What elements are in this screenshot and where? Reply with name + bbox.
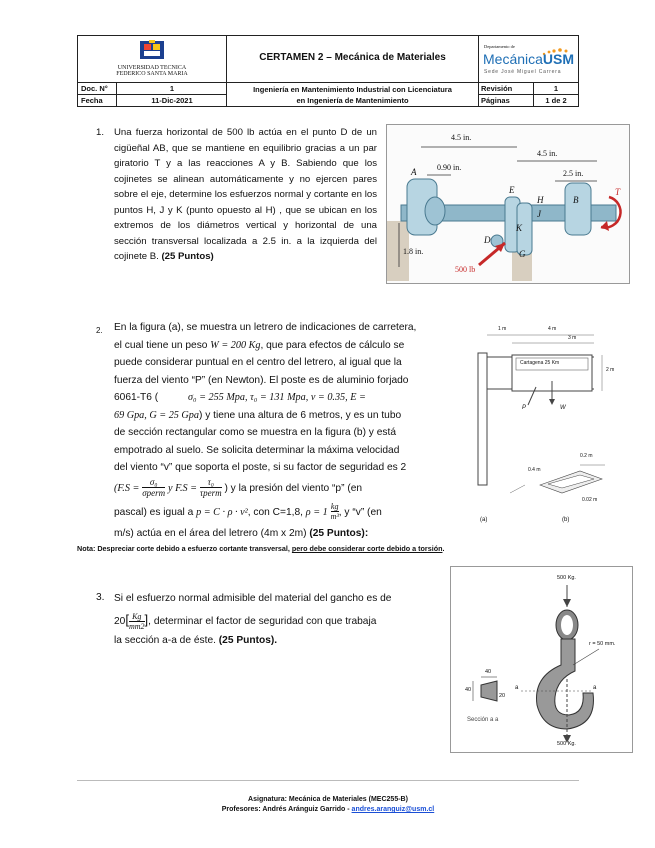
label-b-fig: (b) — [562, 517, 570, 523]
sec-dim1: 40 — [485, 669, 492, 675]
problem1-figure — [386, 124, 630, 284]
load-top: 500 Kg. — [557, 575, 576, 581]
label-a-fig: (a) — [480, 517, 488, 523]
dim-top-a: 1 m — [498, 326, 507, 332]
dim-top-b: 4 m — [548, 326, 557, 332]
problem3-figure — [450, 566, 633, 753]
sec-dim2: 40 — [465, 687, 472, 693]
header-table — [77, 35, 579, 107]
department-logo — [480, 42, 578, 80]
label-k: K — [516, 223, 523, 233]
paginas-label: Páginas — [481, 96, 510, 105]
weight-eq: W = 200 Kg — [210, 339, 261, 351]
dim-right: 2 m — [606, 367, 615, 373]
footer — [77, 795, 579, 815]
dept-brand-usm: USM — [542, 51, 575, 67]
label-g: G — [519, 249, 526, 259]
label-e: E — [509, 185, 515, 195]
university-logo — [138, 40, 166, 62]
problem2-figure — [470, 325, 620, 530]
aa-b: a — [593, 685, 597, 691]
dept-small-label: Departamento de — [484, 44, 515, 49]
label-d: D — [484, 235, 491, 245]
dim-b: 4.5 in. — [537, 149, 558, 158]
problem3-points: (25 Puntos). — [218, 635, 278, 646]
footer-rule — [77, 780, 579, 781]
problem2-points: (25 Puntos): — [309, 527, 369, 539]
section-label: Sección a a — [467, 717, 499, 723]
problem3-text: Si el esfuerzo normal admisible del material del gancho es de 20[ $\frac{Kg}{mm2}$ ], determinar el factor de seguridad con que trabaja la sección a-a de éste. (25 Puntos). — [114, 593, 392, 646]
footer-email-link[interactable]: andres.aranguiz@usm.cl — [351, 806, 435, 813]
radius-label: r = 50 mm. — [589, 641, 616, 647]
dept-dots-icon — [540, 43, 570, 51]
dim-b1: 0.2 m — [580, 453, 593, 459]
note: Nota: Despreciar corte debido a esfuerzo cortante transversal, pero debe considerar corte debido a torsión. — [77, 544, 445, 553]
dim-b3: 0.02 m — [582, 497, 598, 503]
problem2-number: 2. — [96, 326, 103, 335]
doc-value: 1 — [169, 84, 175, 93]
dim-d: 2.5 in. — [563, 169, 584, 178]
label-b: B — [573, 195, 579, 205]
exam-title: CERTAMEN 2 – Mecánica de Materiales — [259, 52, 446, 63]
aa-a: a — [515, 685, 519, 691]
dim-a: 4.5 in. — [451, 133, 472, 142]
dept-brand-mecanica: Mecánica — [483, 51, 543, 67]
dept-sub: Sede José Miguel Carrera — [484, 69, 562, 75]
paginas-value: 1 de 2 — [545, 96, 567, 105]
problem1-points: (25 Puntos) — [161, 251, 214, 262]
problem1-number: 1. — [96, 127, 105, 138]
dim-top-c: 3 m — [568, 335, 577, 341]
footer-subject: Asignatura: Mecánica de Materiales (MEC255-B) — [248, 796, 408, 803]
problem1-text: Una fuerza horizontal de 500 lb actúa en el punto D de un cigüeñal AB, que se mantiene en equilibrio gracias a un par giratorio T y a las reacciones A y B. Sabiendo que los cojinetes se alinean automáticamente y no ejercen pares sobre el eje, determine los esfuerzos normal y cortante en los puntos H, J y K (punto opuesto al H) , que se ubican en los extremos de los diámetros vertical y horizontal de una sección transversal localizada a 2.5 in. a la izquierda del cojinete B. (25 Puntos) — [114, 127, 377, 262]
load-bottom: 500 Kg. — [557, 741, 576, 747]
fecha-label: Fecha — [81, 96, 103, 105]
label-a: A — [411, 167, 417, 177]
university-name: UNIVERSIDAD TECNICA FEDERICO SANTA MARIA — [116, 65, 188, 77]
doc-label: Doc. N° — [81, 84, 108, 93]
note-underlined: pero debe considerar corte debido a torsión — [291, 544, 443, 553]
label-h: H — [537, 195, 544, 205]
problem3-number: 3. — [96, 592, 105, 603]
footer-professor: Profesores: Andrés Aránguiz Garrido - — [221, 806, 352, 813]
sign-text: Cartagena 25 Km — [520, 360, 560, 366]
label-j: J — [537, 209, 541, 219]
force-label: 500 lb — [455, 265, 476, 274]
problem2-text: En la figura (a), se muestra un letrero de indicaciones de carretera, el cual tiene un peso W = 200 Kg, que para efectos de cálculo se puede considerar puntual en el centro del letrero, al igual que la fuerza del viento “P” (en Newton). El poste es de aluminio forjado 6061-T6 ( σ₀ = 255 Mpa, τ₀ = 131 Mpa, v = 0.35, E = 69 Gpa, G = 25 Gpa) y tiene una altura de 6 metros, y es un tubo de sección rectangular como se muestra en la figura (b) y está empotrado al suelo. Se solicita determinar la máxima velocidad del viento “v” que soporta el poste, si su factor de seguridad es 2 (F.S = σ₀ σperm y F.S = τ₀ τperm ) y la presión del viento “p” (en pascal) es igual a p = C · ρ · v², con C=1,8, ρ = 1 $\frac{kg}{\text{m³}}$ , y “v” (en m/s) actúa en el área del letrero (4m x 2m) (25 Puntos): — [114, 322, 417, 539]
dim-e: 1.8 in. — [403, 247, 424, 256]
program-name: Ingeniería en Mantenimiento Industrial con Licenciatura en Ingeniería de Mantenimiento — [253, 85, 452, 105]
dim-c: 0.90 in. — [437, 163, 462, 172]
dim-b2: 0.4 m — [528, 467, 541, 473]
hook-diagram — [451, 567, 632, 752]
torque-label: T — [615, 187, 621, 197]
sign-post-diagram — [470, 325, 620, 530]
crankshaft-diagram — [387, 125, 629, 283]
sec-dim3: 20 — [499, 693, 506, 699]
fecha-value: 11-Dic-2021 — [151, 96, 193, 105]
label-w: W — [560, 405, 566, 411]
revision-value: 1 — [553, 84, 559, 93]
label-p: P — [522, 405, 527, 411]
revision-label: Revisión — [481, 84, 513, 93]
